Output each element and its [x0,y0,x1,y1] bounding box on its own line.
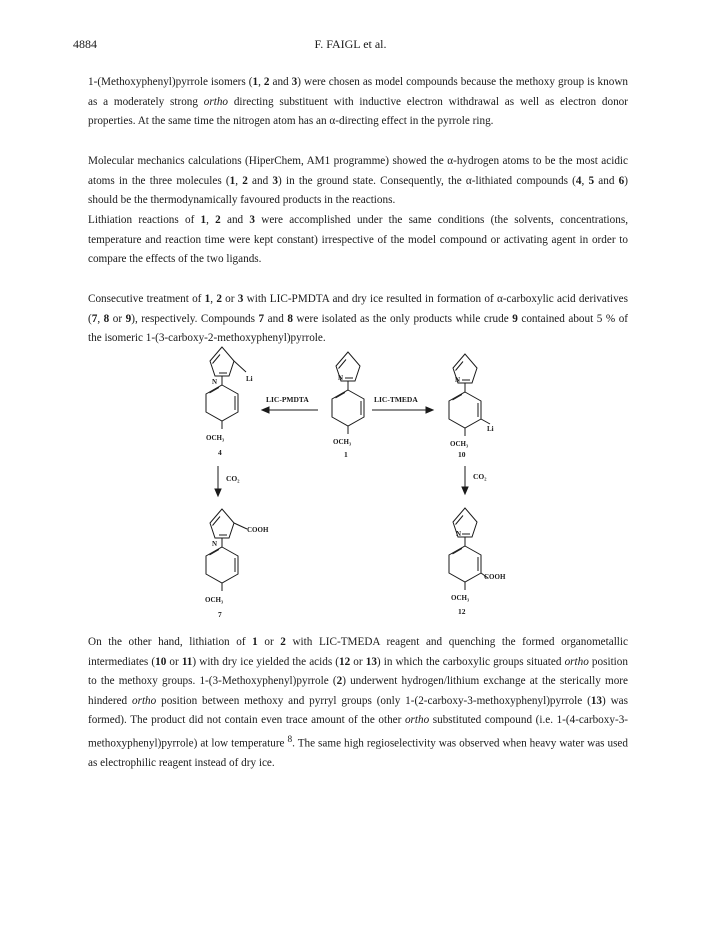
compound-number-4: 4 [218,448,222,457]
text-run: 1-(Methoxyphenyl)pyrrole isomers ( [88,76,253,88]
text-run: 9 [512,312,518,325]
atom-n-1: N [338,374,344,382]
text-run: 9 [125,312,132,325]
group-och3-1: OCH₃ [333,438,352,446]
text-run: or [166,655,182,668]
text-run: position to the methoxy groups. 1-(3-Methoxyphenyl)pyrrole ( [88,655,628,688]
text-run: 2 [216,293,222,305]
text-run: 11 [181,655,193,668]
text-run: 6 [618,174,625,187]
text-run: On the other hand, lithiation of [88,636,253,648]
text-run: ) with dry ice yielded the acids ( [192,655,340,668]
text-run: 3 [291,76,298,88]
text-run: 1 [252,76,259,88]
text-run: or [109,312,126,325]
group-cooh-7: COOH [247,526,269,534]
arrow-co2-right [462,466,468,494]
compound-number-10: 10 [458,450,466,459]
text-run: 2 [242,174,248,187]
group-cooh-12: COOH [484,573,506,581]
text-run: ) in which the carboxylic groups situated [376,655,565,668]
text-run: ortho [564,655,589,668]
text-run: ) were chosen as model compounds because the methoxy group is known as a moderately strong [88,76,629,108]
atom-n-10: N [455,376,461,384]
structure-compound-1 [332,352,364,434]
text-run: and [220,214,250,226]
text-run: ) was formed). The product did not contain even trace amount of the other [88,694,628,727]
compound-number-1: 1 [344,450,348,459]
text-run: ortho [404,714,430,727]
text-run: 13 [365,655,377,668]
text-run: 12 [339,655,351,668]
reagent-lic-tmeda: LIC-TMEDA [374,395,418,404]
text-run: Molecular mechanics calculations (HiperChem, AM1 programme) showed the α-hydrogen atoms to be the most acidic atoms in the three molecules ( [88,155,628,187]
text-run: . The same high regioselectivity was observed when heavy water was used as electrophilic reagent instead of dry ice. [88,737,628,770]
running-head: F. FAIGL et al. [314,37,387,51]
text-run: 8 [287,734,293,745]
atom-n-4: N [212,378,218,386]
atom-li-4: Li [246,375,253,383]
text-run: 3 [237,293,244,305]
text-run: 3 [249,214,255,226]
text-run: , [258,76,264,88]
text-run: and [264,312,288,325]
group-och3-7: OCH₃ [205,596,224,604]
text-run: and [247,174,273,187]
text-run: directing substituent with inductive electron withdrawal as well as electron donor properties. At the same time the nitrogen atom has an α-directing effect in the pyrrole ring. [88,95,628,128]
text-run: and [269,76,292,88]
text-run: were accomplished under the same conditions (the solvents, concentrations, temperature and reaction time were kept constant) irrespective of the model compound or activating agent in order to compare the effects of the two ligands. [88,214,629,266]
text-run: position between methoxy and pyrryl groups (only 1-(2-carboxy-3-methoxyphenyl)pyrrole ( [156,694,591,707]
text-run: and [594,174,619,187]
text-run: , [581,174,589,187]
structure-compound-7 [206,509,247,591]
text-run: ) should be the thermodynamically favoured products in the reactions. [88,174,628,207]
text-run: ortho [203,95,229,108]
text-run: 1 [200,214,207,226]
text-run: 5 [588,174,595,187]
text-run: 2 [280,636,286,648]
text-run: 7 [91,312,98,325]
group-och3-4: OCH₃ [206,434,225,442]
text-run: , [97,312,104,325]
reagent-lic-pmdta: LIC-PMDTA [266,395,309,404]
text-run: ) in the ground state. Consequently, the α-lithiated compounds ( [278,174,576,187]
text-run: , [210,293,217,305]
arrow-pmdta [262,407,318,413]
text-run: 10 [155,655,167,668]
text-run: 2 [336,675,343,688]
text-run: or [221,293,238,305]
group-och3-12: OCH₃ [451,594,470,602]
text-run: 4 [575,174,582,187]
text-run: ortho [132,694,157,707]
arrow-tmeda [372,407,433,413]
text-run: substituted compound (i.e. 1-(4-carboxy-3-methoxyphenyl)pyrrole) at low temperature [88,714,629,750]
text-run: 1 [204,293,211,305]
text-run: 1 [229,174,236,187]
reagent-co2-right: CO₂ [473,472,487,481]
compound-number-7: 7 [218,610,222,619]
text-run: 2 [215,214,221,226]
text-run: , [206,214,216,226]
structure-compound-4 [206,347,246,429]
text-run: Consecutive treatment of [88,293,205,305]
text-run: ) underwent hydrogen/lithium exchange at the sterically more hindered [88,675,628,707]
text-run: 2 [263,76,270,88]
structure-compound-12 [449,508,488,590]
text-run: Lithiation reactions of [88,214,201,226]
text-run: or [350,655,366,668]
paragraph-5 [88,633,628,774]
text-run: 1 [252,636,258,648]
atom-n-7: N [212,540,218,548]
atom-li-10: Li [487,425,494,433]
text-run: ), respectively. Compounds [131,312,259,325]
reagent-co2-left: CO₂ [226,474,240,483]
text-run: , [235,174,243,187]
text-run: were isolated as the only products while crude [292,312,513,325]
group-och3-10: OCH₃ [450,440,469,448]
arrow-co2-left [215,466,221,496]
text-run: 3 [272,174,279,187]
compound-number-12: 12 [458,607,466,616]
text-run: or [257,636,281,648]
structure-compound-10 [449,354,490,436]
text-run: with LIC-TMEDA reagent and quenching the formed organometallic intermediates ( [88,636,628,668]
text-run: contained about 5 % of the isomeric 1-(3-carboxy-2-methoxyphenyl)pyrrole. [88,312,629,345]
text-run: with LIC-PMDTA and dry ice resulted in formation of α-carboxylic acid derivatives ( [88,293,628,325]
page-number: 4884 [73,37,97,51]
text-run: 7 [258,312,265,325]
text-run: 13 [590,694,603,707]
atom-n-12: N [456,530,462,538]
text-run: 8 [287,312,293,325]
text-run: 8 [103,312,110,325]
